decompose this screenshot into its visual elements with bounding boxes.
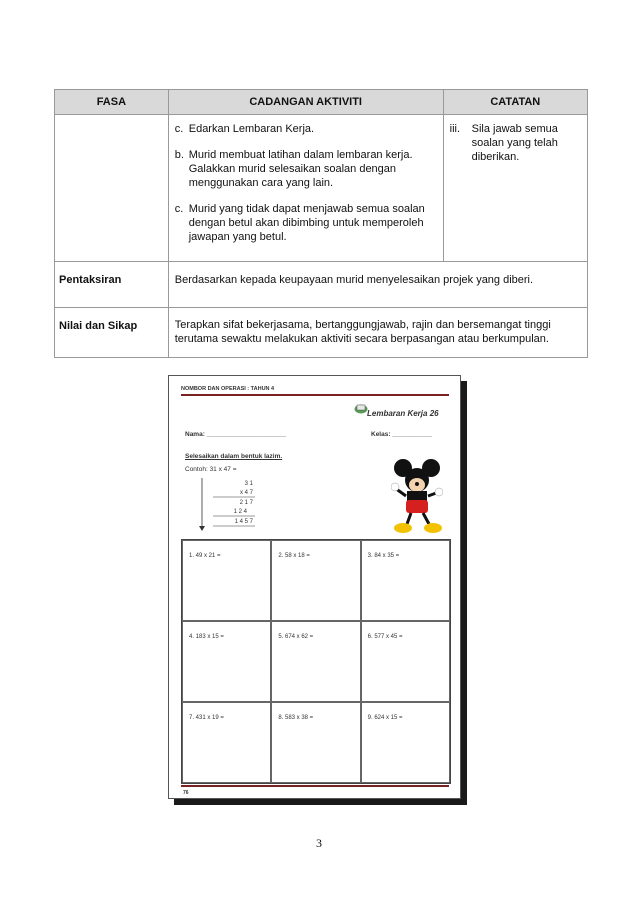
question-cell: 1. 49 x 21 = [182,540,271,621]
header-fasa: FASA [55,90,169,115]
activity-item [175,202,437,244]
worksheet-top-rule [181,394,449,396]
working-row-3: 2 1 7 [239,500,253,506]
table-header-row [55,90,588,115]
table-row-nilai-sikap [55,308,588,358]
nilai-sikap-label: Nilai dan Sikap [55,308,169,358]
worksheet-image [168,375,461,799]
question-cell: 3. 84 x 35 = [361,540,450,621]
activity-text: Murid membuat latihan dalam lembaran kerja. Galakkan murid selesaikan soalan dengan menggunakan cara yang lain. [188,149,413,189]
working-row-5: 1 4 5 7 [234,519,253,525]
question-cell: 5. 674 x 62 = [271,621,360,702]
nilai-sikap-text: Terapkan sifat bekerjasama, bertanggungjawab, rajin dan bersemangat tinggi terutama sewaktu melakukan aktiviti secara berpasangan atau berkumpulan. [168,308,587,358]
worksheet-class-field: Kelas: ___________ [371,431,433,438]
activity-item [175,122,437,136]
working-row-2: x 4 7 [239,490,253,496]
worksheet-header: NOMBOR DAN OPERASI : TAHUN 4 [181,386,275,392]
question-cell: 7. 431 x 19 = [182,702,271,783]
table-row-pentaksiran [55,262,588,308]
activity-item [175,148,437,190]
long-multiplication-example [199,476,259,534]
header-catatan: CATATAN [443,90,587,115]
note-item [450,122,581,164]
question-cell: 4. 183 x 15 = [182,621,271,702]
worksheet-name-field: Nama: ______________________ [185,431,287,438]
page-number: 3 [316,836,322,850]
book-icon [354,402,368,414]
question-grid [181,539,451,784]
header-cadangan-aktiviti: CADANGAN AKTIVITI [168,90,443,115]
mickey-mouse-illustration [391,458,443,536]
activity-marker: b. [174,149,184,161]
arrow-down-icon [199,526,205,531]
worksheet-example: Contoh: 31 x 47 = [185,466,237,473]
fasa-cell-empty [55,115,169,262]
question-cell: 6. 577 x 45 = [361,621,450,702]
table-row-activities [55,115,588,262]
question-cell: 9. 624 x 15 = [361,702,450,783]
activity-marker: c. [174,123,184,135]
worksheet-page-number: 76 [183,790,189,796]
note-text: Sila jawab semua soalan yang telah diberikan. [471,123,558,163]
working-row-1: 3 1 [244,481,253,487]
worksheet-bottom-rule [181,785,449,787]
activity-marker: c. [174,203,184,215]
activities-cell [168,115,443,262]
note-marker: iii. [449,123,461,135]
activity-text: Edarkan Lembaran Kerja. [188,123,315,135]
note-cell [443,115,587,262]
pentaksiran-label: Pentaksiran [55,262,169,308]
activity-text: Murid yang tidak dapat menjawab semua soalan dengan betul akan dibimbing untuk memperoleh jawapan yang betul. [188,203,425,243]
worksheet-instruction: Selesaikan dalam bentuk lazim. [185,453,283,460]
question-cell: 2. 58 x 18 = [271,540,360,621]
question-cell: 8. 583 x 38 = [271,702,360,783]
worksheet-title: Lembaran Kerja 26 [367,409,439,418]
working-row-4: 1 2 4 [233,509,247,515]
pentaksiran-text: Berdasarkan kepada keupayaan murid menyelesaikan projek yang diberi. [168,262,587,308]
lesson-plan-table [54,89,588,358]
